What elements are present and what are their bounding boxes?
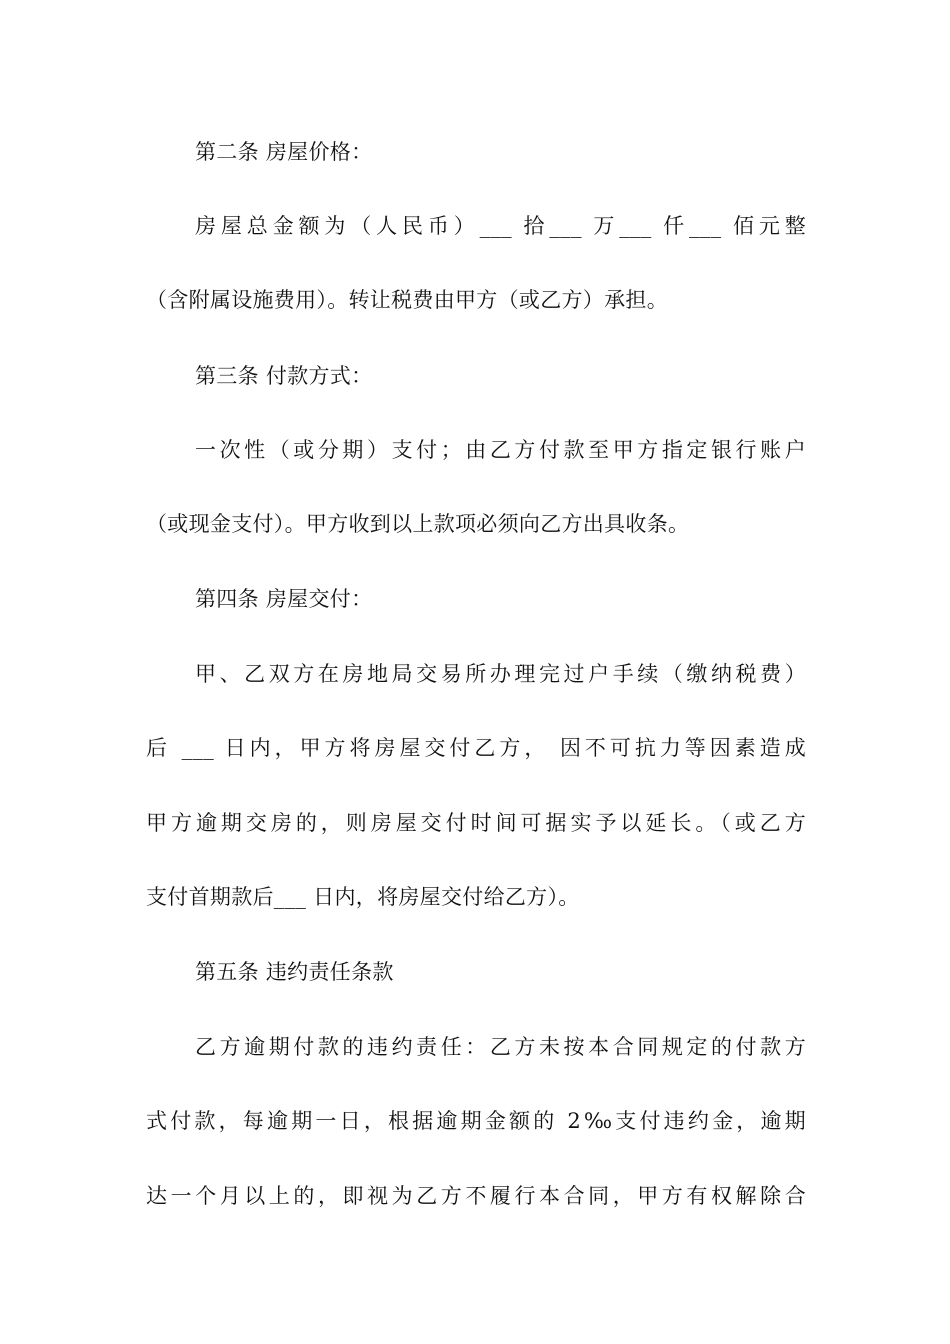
paragraph-line: 乙方逾期付款的违约责任：乙方未按本合同规定的付款方	[195, 1035, 806, 1059]
article-3-heading: 第三条 付款方式：	[195, 364, 373, 388]
paragraph-line: 甲方逾期交房的，则房屋交付时间可据实予以延长。（或乙方	[146, 811, 806, 835]
article-4-heading: 第四条 房屋交付：	[195, 587, 373, 611]
paragraph-line: 房屋总金额为（人民币）___ 拾___ 万___ 仟___ 佰元整	[195, 214, 806, 238]
paragraph-line: （或现金支付）。甲方收到以上款项必须向乙方出具收条。	[146, 512, 690, 536]
paragraph-line: 甲、乙双方在房地局交易所办理完过户手续（缴纳税费）	[195, 662, 806, 686]
paragraph-line: 一次性（或分期）支付；由乙方付款至甲方指定银行账户	[195, 438, 806, 462]
paragraph-line: 支付首期款后___ 日内，将房屋交付给乙方）。	[146, 885, 580, 909]
paragraph-line: 达一个月以上的，即视为乙方不履行本合同，甲方有权解除合	[146, 1184, 806, 1208]
paragraph-line: 后 ___ 日内，甲方将房屋交付乙方， 因不可抗力等因素造成	[146, 736, 806, 760]
paragraph-line: （含附属设施费用）。转让税费由甲方（或乙方）承担。	[146, 288, 668, 312]
article-5-heading: 第五条 违约责任条款	[195, 960, 394, 984]
article-2-heading: 第二条 房屋价格：	[195, 140, 373, 164]
paragraph-line: 式付款，每逾期一日，根据逾期金额的 2‰支付违约金，逾期	[146, 1109, 806, 1133]
